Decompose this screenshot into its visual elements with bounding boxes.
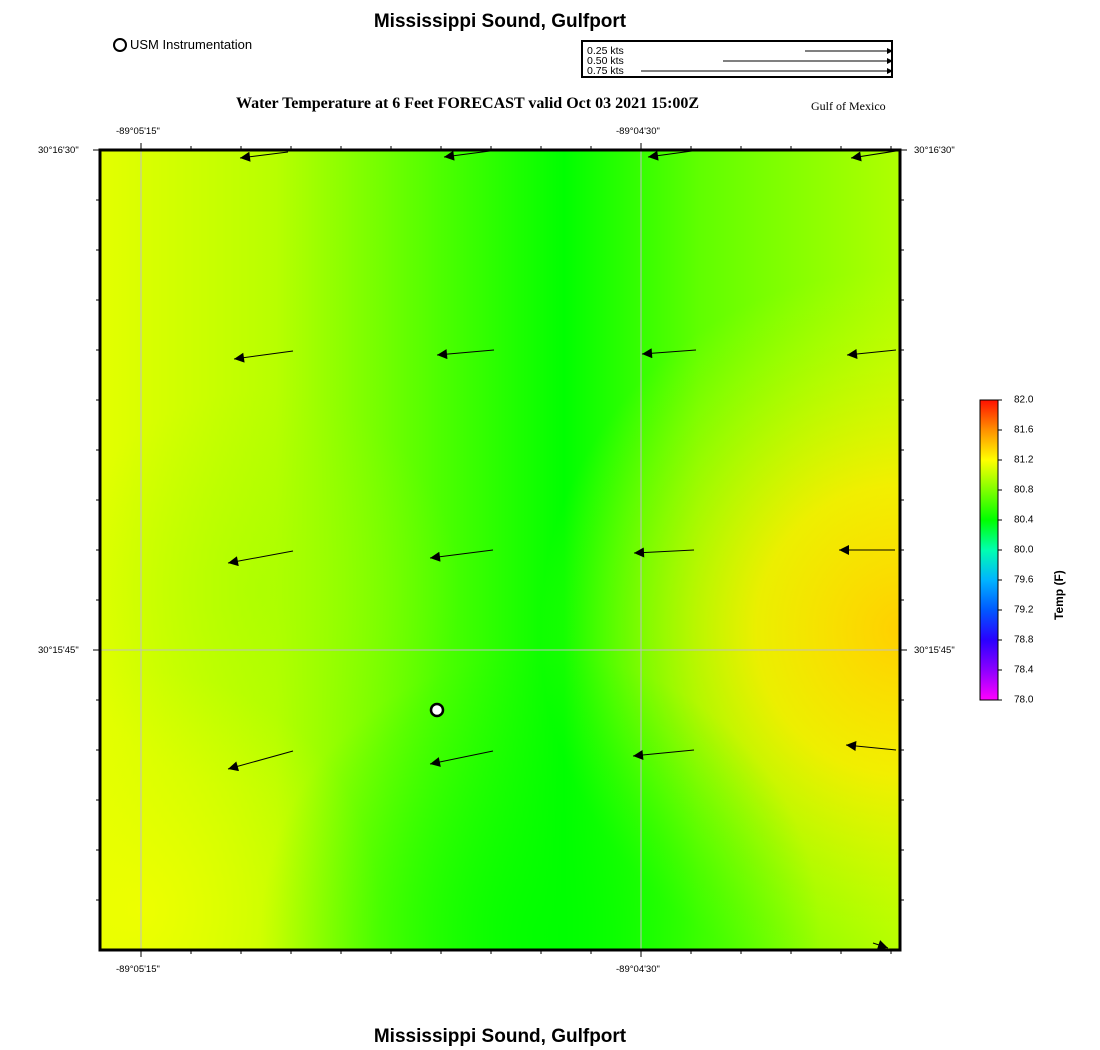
vector-legend-label-1: 0.25 kts bbox=[587, 45, 624, 57]
lon-label-bottom-1: -89°05'15" bbox=[116, 964, 160, 975]
colorbar-gradient bbox=[980, 400, 1002, 700]
map-title: Mississippi Sound, Gulfport bbox=[373, 11, 627, 32]
vector-legend-label-2: 0.50 kts bbox=[587, 55, 624, 67]
vector-legend-label-3: 0.75 kts bbox=[587, 65, 624, 77]
lon-label-top-1: -89°05'15" bbox=[116, 126, 160, 137]
colorbar-label: Temp (F) bbox=[1052, 570, 1066, 620]
colorbar-tick: 78.4 bbox=[1014, 664, 1034, 676]
colorbar-tick: 81.2 bbox=[1014, 454, 1034, 466]
lon-label-bottom-2: -89°04'30" bbox=[616, 964, 660, 975]
colorbar-tick: 78.8 bbox=[1014, 634, 1034, 646]
lon-label-top-2: -89°04'30" bbox=[616, 126, 660, 137]
colorbar-tick: 78.0 bbox=[1014, 694, 1034, 706]
lat-label-left-1: 30°16'30" bbox=[38, 145, 79, 156]
region-label: Gulf of Mexico bbox=[811, 99, 886, 113]
usm-instrument-marker bbox=[431, 704, 443, 716]
temperature-field bbox=[100, 150, 900, 950]
colorbar-tick: 82.0 bbox=[1014, 394, 1034, 406]
lat-label-right-2: 30°15'45" bbox=[914, 645, 955, 656]
colorbar-tick: 81.6 bbox=[1014, 424, 1034, 436]
colorbar-tick: 80.4 bbox=[1014, 514, 1034, 526]
colorbar-tick: 80.0 bbox=[1014, 544, 1034, 556]
forecast-subtitle: Water Temperature at 6 Feet FORECAST valid Oct 03 2021 15:00Z bbox=[236, 95, 700, 112]
colorbar-tick: 79.6 bbox=[1014, 574, 1034, 586]
colorbar-tick: 80.8 bbox=[1014, 484, 1034, 496]
usm-legend-label: USM Instrumentation bbox=[130, 37, 253, 52]
lat-label-left-2: 30°15'45" bbox=[38, 645, 79, 656]
map-footer-title: Mississippi Sound, Gulfport bbox=[373, 1026, 627, 1047]
colorbar-tick: 79.2 bbox=[1014, 604, 1034, 616]
lat-label-right-1: 30°16'30" bbox=[914, 145, 955, 156]
